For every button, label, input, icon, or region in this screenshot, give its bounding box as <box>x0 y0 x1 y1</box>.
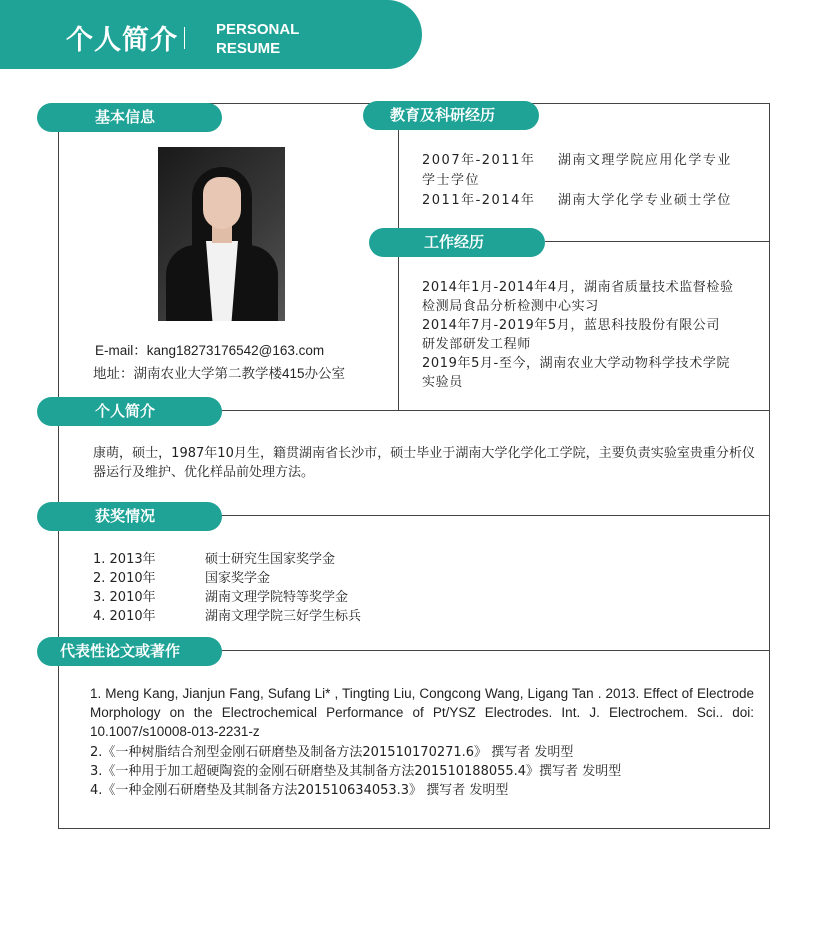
portrait-photo <box>158 147 285 321</box>
profile-heading <box>37 397 222 426</box>
work-divider-line <box>545 241 770 242</box>
award-name: 湖南文理学院三好学生标兵 <box>205 609 362 624</box>
subtitle-line-2: RESUME <box>216 40 281 57</box>
work-line-5: 2019年5月-至今，湖南农业大学动物科学技术学院 <box>422 356 731 371</box>
column-divider-line <box>398 125 399 411</box>
basic-info-heading <box>37 103 222 132</box>
publication-item-4: 4.《一种金刚石研磨垫及其制备方法201510634053.3》 撰写者 发明型 <box>90 783 509 798</box>
education-line-1: 2007年-2011年 湖南文理学院应用化学专业 <box>422 153 732 168</box>
education-heading <box>363 101 539 130</box>
work-heading-label: 工作经历 <box>424 233 485 251</box>
frame-left-line <box>58 128 59 829</box>
basic-info-heading-label: 基本信息 <box>95 108 156 126</box>
frame-right-line <box>769 103 770 829</box>
work-heading <box>369 228 545 257</box>
education-heading-label: 教育及科研经历 <box>390 106 496 124</box>
work-line-2: 检测局食品分析检测中心实习 <box>422 299 599 314</box>
award-name: 国家奖学金 <box>205 571 271 586</box>
education-line-3: 2011年-2014年 湖南大学化学专业硕士学位 <box>422 193 732 208</box>
page-title: 个人简介 <box>66 25 178 56</box>
awards-heading <box>37 502 222 531</box>
education-line-2: 学士学位 <box>422 173 481 188</box>
work-line-3: 2014年7月-2019年5月，蓝思科技股份有限公司 <box>422 318 721 333</box>
work-line-6: 实验员 <box>422 375 463 390</box>
award-year: 1. 2013年 <box>93 552 156 567</box>
profile-divider-line <box>220 410 770 411</box>
page-subtitle <box>216 20 299 58</box>
publication-item-3: 3.《一种用于加工超硬陶瓷的金刚石研磨垫及其制备方法201510188055.4》撰写者 发明型 <box>90 764 622 779</box>
work-line-4: 研发部研发工程师 <box>422 337 531 352</box>
award-name: 硕士研究生国家奖学金 <box>205 552 336 567</box>
profile-heading-label: 个人简介 <box>95 402 156 420</box>
award-year: 4. 2010年 <box>93 609 156 624</box>
publications-heading <box>37 637 222 666</box>
award-name: 湖南文理学院特等奖学金 <box>205 590 349 605</box>
profile-text: 康萌，硕士，1987年10月生，籍贯湖南省长沙市，硕士毕业于湖南大学化学化工学院，主要负责实验室贵重分析仪器运行及维护、优化样品前处理方法。 <box>93 446 755 480</box>
awards-divider-line <box>220 515 770 516</box>
subtitle-line-1: PERSONAL <box>216 21 300 38</box>
header-banner <box>0 0 422 69</box>
award-year: 2. 2010年 <box>93 571 156 586</box>
publications-heading-label: 代表性论文或著作 <box>60 642 181 660</box>
email-text: E-mail：kang18273176542@163.com <box>95 343 325 358</box>
address-text: 地址：湖南农业大学第二教学楼415办公室 <box>93 366 346 381</box>
publication-item-1: 1. Meng Kang, Jianjun Fang, Sufang Li* , Tingting Liu, Congcong Wang, Ligang Tan . 2013. Effect of Electrode Morphology on the Electrochemical Performance of Pt/YSZ Electrodes. Int. J. Electrochem. Sci.. doi: 10.1007/s10008-013-2231-z <box>90 686 754 739</box>
frame-bottom-line <box>58 828 770 829</box>
title-divider <box>184 27 185 49</box>
work-line-1: 2014年1月-2014年4月，湖南省质量技术监督检验 <box>422 280 734 295</box>
publication-item-2: 2.《一种树脂结合剂型金刚石研磨垫及制备方法201510170271.6》 撰写者 发明型 <box>90 745 574 760</box>
publications-divider-line <box>220 650 770 651</box>
awards-heading-label: 获奖情况 <box>95 507 156 525</box>
award-year: 3. 2010年 <box>93 590 156 605</box>
